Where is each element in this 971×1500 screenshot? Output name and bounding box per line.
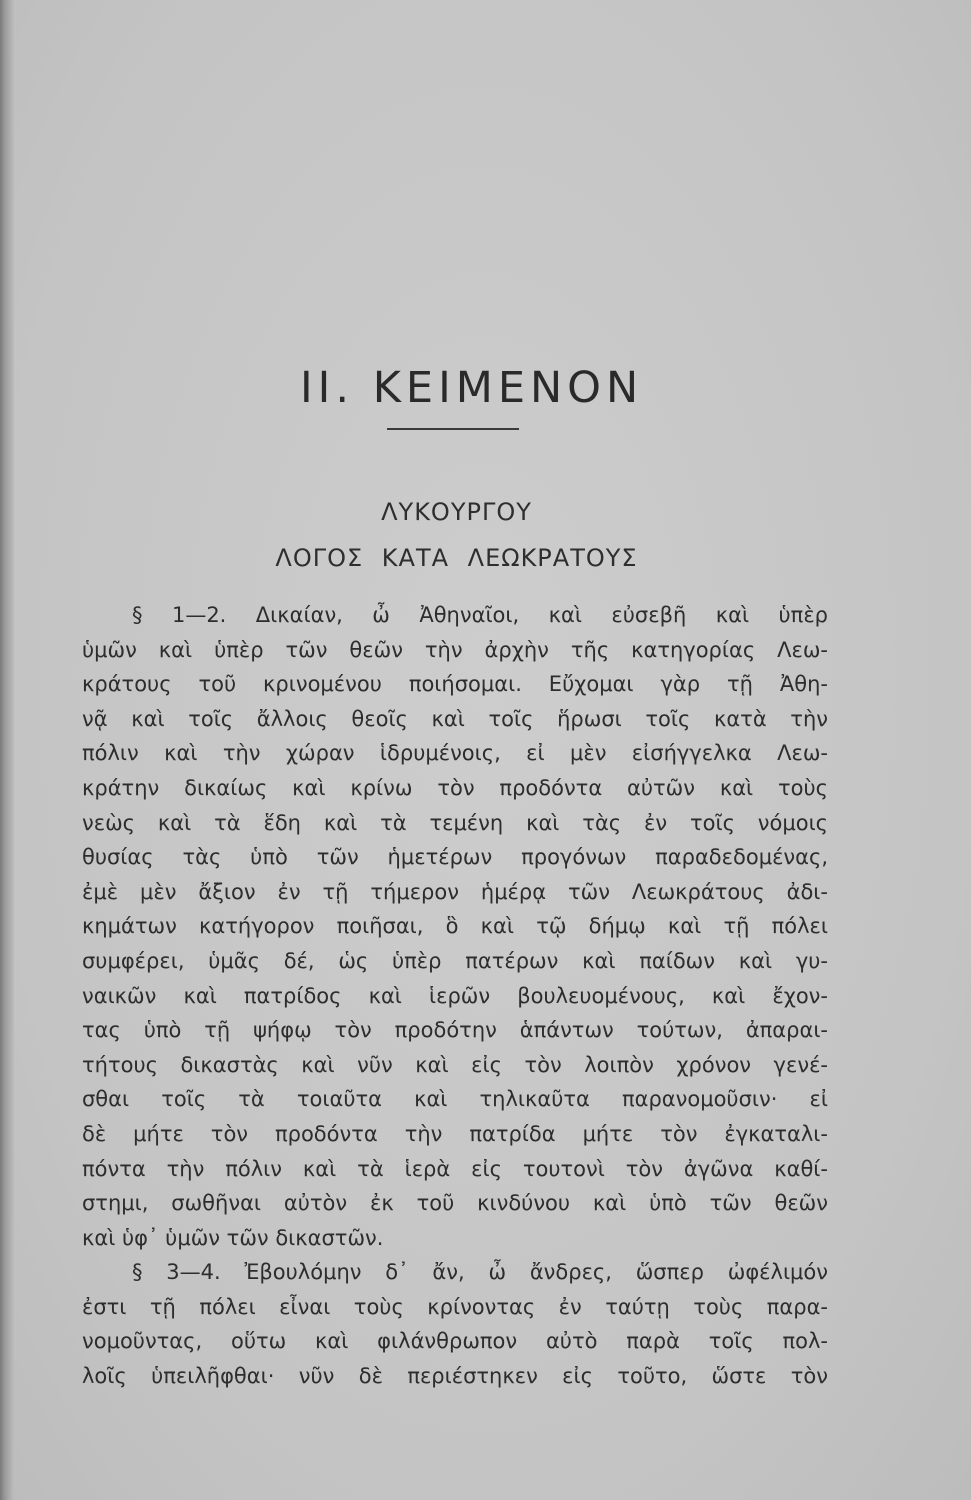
chapter-title: II. ΚΕΙΜΕΝΟΝ bbox=[300, 363, 644, 413]
text-line: κράτους τοῦ κρινομένου ποιήσομαι. Εὔχομαι γὰρ τῇ Ἀθη- bbox=[82, 672, 828, 697]
text-line: νεὼς καὶ τὰ ἕδη καὶ τὰ τεμένη καὶ τὰς ἐν τοῖς νόμοις bbox=[82, 810, 828, 835]
text-line: νομοῦντας, οὕτω καὶ φιλάνθρωπον αὐτὸ παρὰ τοῖς πολ- bbox=[82, 1329, 828, 1354]
text-line: § 3—4. Ἐβουλόμην δ᾽ ἄν, ὦ ἄνδρες, ὥσπερ ὠφέλιμόν bbox=[132, 1260, 828, 1285]
author-heading: ΛΥΚΟΥΡΓΟΥ bbox=[381, 498, 532, 526]
text-line: νᾷ καὶ τοῖς ἄλλοις θεοῖς καὶ τοῖς ἥρωσι τοῖς κατὰ τὴν bbox=[82, 706, 828, 731]
text-line: ἐστι τῇ πόλει εἶναι τοὺς κρίνοντας ἐν ταύτῃ τοὺς παρα- bbox=[82, 1294, 828, 1319]
text-line: δὲ μήτε τὸν προδόντα τὴν πατρίδα μήτε τὸν ἐγκαταλι- bbox=[82, 1121, 828, 1146]
text-line: πόλιν καὶ τὴν χώραν ἱδρυμένοις, εἰ μὲν εἰσήγγελκα Λεω- bbox=[82, 741, 828, 766]
text-line: § 1—2. Δικαίαν, ὦ Ἀθηναῖοι, καὶ εὐσεβῆ καὶ ὑπὲρ bbox=[132, 603, 828, 627]
text-line: συμφέρει, ὑμᾶς δέ, ὡς ὑπὲρ πατέρων καὶ παίδων καὶ γυ- bbox=[82, 948, 828, 973]
text-line: καὶ ὑφ᾽ ὑμῶν τῶν δικαστῶν. bbox=[82, 1225, 384, 1250]
text-line: κημάτων κατήγορον ποιῆσαι, ὃ καὶ τῷ δήμῳ καὶ τῇ πόλει bbox=[82, 914, 828, 939]
text-line: σθαι τοῖς τὰ τοιαῦτα καὶ τηλικαῦτα παρανομοῦσιν· εἰ bbox=[82, 1087, 828, 1112]
text-line: τας ὑπὸ τῇ ψήφῳ τὸν προδότην ἁπάντων τούτων, ἀπαραι- bbox=[82, 1018, 828, 1043]
text-line: ναικῶν καὶ πατρίδος καὶ ἱερῶν βουλευομένους, καὶ ἔχον- bbox=[82, 983, 828, 1008]
page-edge-shadow bbox=[0, 0, 14, 1500]
text-line: πόντα τὴν πόλιν καὶ τὰ ἱερὰ εἰς τουτονὶ τὸν ἀγῶνα καθί- bbox=[82, 1156, 828, 1181]
title-divider bbox=[387, 428, 519, 430]
text-line: στημι, σωθῆναι αὐτὸν ἐκ τοῦ κινδύνου καὶ ὑπὸ τῶν θεῶν bbox=[82, 1191, 828, 1216]
text-line: ὑμῶν καὶ ὑπὲρ τῶν θεῶν τὴν ἀρχὴν τῆς κατηγορίας Λεω- bbox=[82, 637, 828, 662]
text-line: λοῖς ὑπειλῆφθαι· νῦν δὲ περιέστηκεν εἰς τοῦτο, ὥστε τὸν bbox=[82, 1364, 828, 1389]
text-line: θυσίας τὰς ὑπὸ τῶν ἡμετέρων προγόνων παραδεδομένας, bbox=[82, 845, 828, 870]
body-text bbox=[82, 598, 828, 1394]
text-line: ἐμὲ μὲν ἄξιον ἐν τῇ τήμερον ἡμέρᾳ τῶν Λεωκράτους ἀδι- bbox=[82, 879, 828, 904]
text-line: κράτην δικαίως καὶ κρίνω τὸν προδόντα αὐτῶν καὶ τοὺς bbox=[82, 775, 828, 800]
text-line: τήτους δικαστὰς καὶ νῦν καὶ εἰς τὸν λοιπὸν χρόνον γενέ- bbox=[82, 1052, 828, 1077]
work-title-heading: ΛΟΓΟΣ ΚΑΤΑ ΛΕΩΚΡΑΤΟΥΣ bbox=[275, 544, 638, 572]
